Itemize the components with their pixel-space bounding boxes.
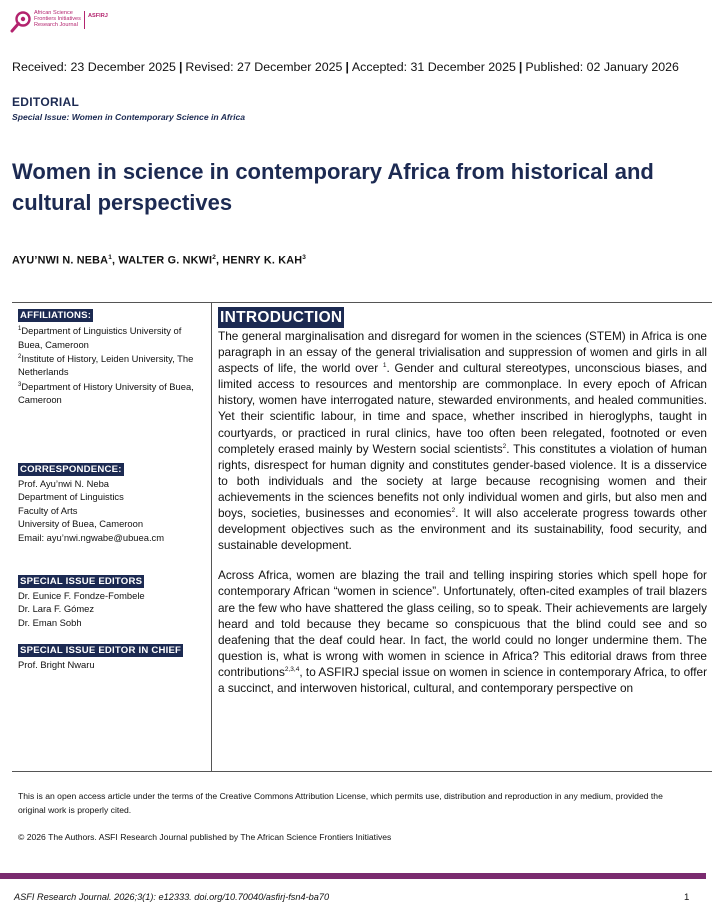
logo-abbreviation: ASFIRJ: [87, 13, 108, 19]
author-separator: ,: [216, 254, 223, 267]
body-text: , to ASFIRJ special issue on women in science in contemporary Africa, to offer a succinct, and interwoven historical, cultural, and contemporary perspective on: [218, 664, 707, 695]
correspondence-line: Department of Linguistics: [18, 491, 124, 503]
author-affiliation-mark: 1: [108, 254, 113, 261]
correspondence-heading: CORRESPONDENCE:: [20, 464, 122, 475]
affiliations-heading: AFFILIATIONS:: [20, 310, 92, 321]
affiliation-mark: 2: [18, 353, 22, 360]
body-text: The general marginalisation and disregard for women in the sciences (STEM) in Africa is one paragraph in an essay of the general trivialisation and suppression of women and girls in all aspects of life, the world over: [218, 329, 707, 376]
citation-mark: 2: [451, 507, 456, 515]
revised-date: Revised: 27 December 2025: [185, 60, 343, 74]
affiliation-item: [18, 379, 206, 407]
logo-line-1: African Science: [34, 10, 73, 16]
special-issue-label: Special Issue: Women in Contemporary Science in Africa: [12, 112, 246, 122]
affiliation-text: Department of History University of Buea, Cameroon: [18, 381, 194, 406]
correspondence-block: [18, 459, 206, 544]
accepted-date: Accepted: 31 December 2025: [351, 60, 516, 74]
author-affiliation-mark: 3: [302, 254, 307, 261]
magnifier-logo-icon: [10, 10, 32, 36]
body-paragraph-1: [218, 328, 707, 553]
introduction-heading: INTRODUCTION: [220, 309, 343, 326]
author-name: AYU’NWI N. NEBA: [12, 254, 109, 267]
editor-name: Dr. Lara F. Gómez: [18, 603, 95, 615]
received-date: Received: 23 December 2025: [12, 60, 176, 74]
logo-divider: [84, 11, 85, 29]
author-name: HENRY K. KAH: [222, 254, 303, 267]
chief-editor-heading: SPECIAL ISSUE EDITOR IN CHIEF: [20, 645, 182, 656]
article-body: [218, 328, 707, 696]
correspondence-line: Prof. Ayu’nwi N. Neba: [18, 478, 110, 489]
editors-block: [18, 571, 206, 629]
editor-name: Dr. Eman Sobh: [18, 616, 82, 628]
affiliation-item: [18, 323, 206, 351]
correspondence-line: Faculty of Arts: [18, 504, 78, 516]
body-text: . Gender and cultural stereotypes, unconscious biases, and limited access to resources and mentorship are commonplace. In every epoch of African history, women have interrogated nature, stewarded environments, and healed communities. Yet their scientific labour, in time and space, whether inscribed in hieroglyphs, taught in courtyards, or practiced in rural clinics, have too often been relegated, footnoted or even completely erased mainly by Western social scientists: [218, 361, 707, 456]
chief-editor-block: [18, 640, 206, 671]
author-name: WALTER G. NKWI: [118, 254, 213, 267]
article-type: EDITORIAL: [12, 95, 80, 109]
citation-mark: 2,3,4: [284, 665, 300, 673]
affiliation-text: Institute of History, Leiden University, The Netherlands: [18, 353, 194, 378]
affiliations-block: [18, 305, 206, 407]
affiliation-text: Department of Linguistics University of Buea, Cameroon: [18, 325, 182, 350]
published-date: Published: 02 January 2026: [525, 60, 679, 74]
affiliation-mark: 3: [18, 381, 22, 388]
top-divider: [12, 302, 712, 303]
author-affiliation-mark: 2: [212, 254, 217, 261]
affiliation-item: [18, 351, 206, 379]
editors-list: [18, 589, 206, 629]
article-title: Women in science in contemporary Africa from historical and cultural perspectives: [12, 159, 654, 215]
page-number: 1: [684, 892, 690, 903]
editors-heading: SPECIAL ISSUE EDITORS: [20, 576, 143, 587]
date-separator: |: [178, 60, 183, 74]
author-list: [12, 254, 306, 267]
footer-citation: ASFI Research Journal. 2026;3(1): e12333. doi.org/10.70040/asfirj-fsn4-ba70: [14, 892, 330, 902]
logo-wordmark: [34, 10, 81, 29]
body-paragraph-2: [218, 567, 707, 696]
license-notice: This is an open access article under the terms of the Creative Commons Attribution License, which permits use, distribution and reproduction in any medium, provided the original work is properly cited.: [18, 791, 663, 815]
editor-name: Dr. Eunice F. Fondze-Fombele: [18, 590, 145, 601]
publication-dates: [12, 60, 679, 74]
bottom-divider: [12, 771, 712, 772]
citation-mark: 1: [382, 362, 387, 370]
logo-line-2: Frontiers Initiatives: [34, 16, 81, 23]
footer-bar: [0, 873, 706, 879]
journal-logo: [10, 10, 108, 36]
affiliations-list: [18, 323, 206, 407]
date-separator: |: [345, 60, 349, 74]
body-text: Across Africa, women are blazing the trail and telling inspiring stories which spell hope for contemporary African “women in science”. Unfortunately, often-cited examples of trail blazers are the few who have shattered the glass ceiling, so to speak. Their achievements are largely heard and told because they became so conspicuous that the blind could see and so deafening that the deaf could hear. In fact, the world could no longer undermine them. The question is, what is wrong with women in science in Africa? This editorial draws from three contributions: [218, 568, 707, 679]
copyright-notice: © 2026 The Authors. ASFI Research Journal published by The African Science Frontiers Initiatives: [18, 832, 392, 842]
correspondence-line: University of Buea, Cameroon: [18, 518, 144, 530]
affiliation-mark: 1: [18, 326, 22, 332]
logo-line-3: Research Journal: [34, 22, 78, 29]
body-text: . It will also accelerate progress towards other development objectives such as the environment and its sustainability, food security, and sustainable development.: [218, 506, 707, 553]
citation-mark: 2: [502, 442, 507, 450]
date-separator: |: [518, 60, 523, 74]
correspondence-line: Email: ayu’nwi.ngwabe@ubuea.cm: [18, 531, 165, 543]
chief-editor-name: Prof. Bright Nwaru: [18, 659, 95, 670]
column-divider: [211, 302, 212, 771]
author-separator: ,: [112, 254, 119, 267]
body-text: . This constitutes a violation of human rights, disrespect for human dignity and constitutes gender-based violence. It is a disservice to both individuals and the society at large because recognising women and their achievements in the sciences benefits not only individual women and girls, but also men and boys, societies, businesses and economies: [218, 441, 707, 521]
correspondence-list: [18, 477, 206, 544]
